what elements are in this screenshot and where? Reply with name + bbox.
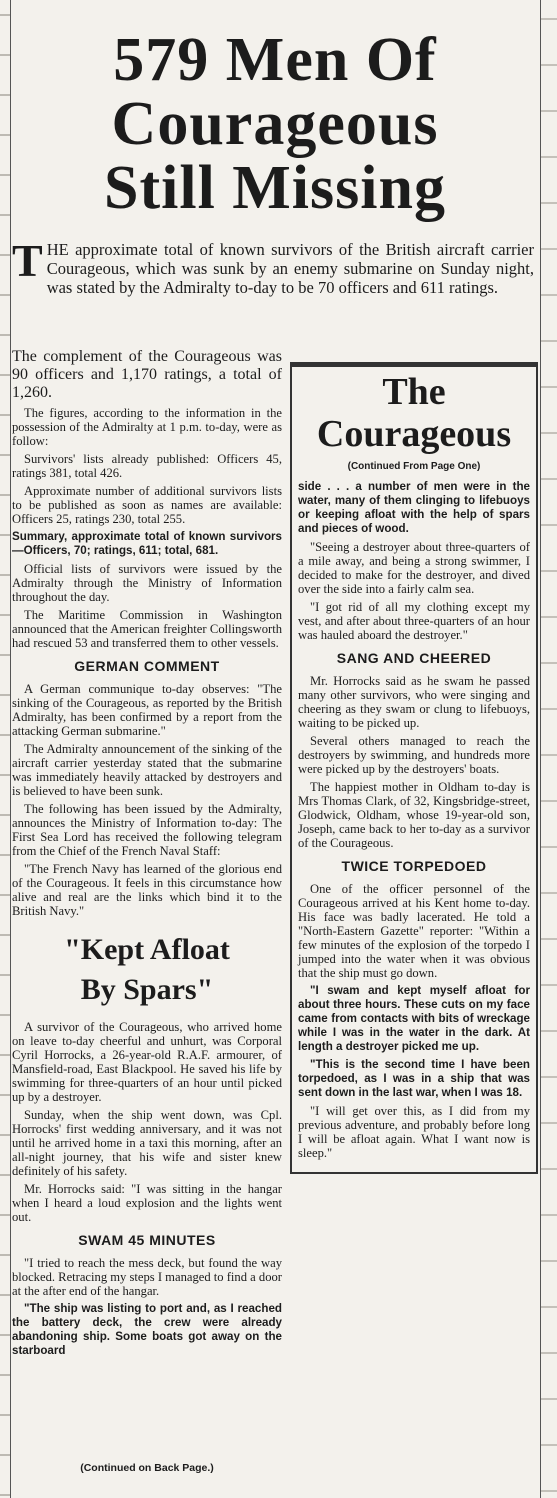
kept-afloat-line-1: "Kept Afloat <box>64 933 230 966</box>
box-three-hours-paragraph: "I swam and kept myself afloat for about three hours. These cuts on my face came from contacts with bits of wreckage while I was in the water in the dark. At length a destroyer picked me up. <box>298 984 530 1053</box>
box-destroyer-paragraph: "Seeing a destroyer about three-quarters of a mile away, and being a strong swimmer, I decided to make for the destroyer, and dived over the side into a fairly calm sea. <box>298 540 530 596</box>
kept-afloat-line-2: By Spars" <box>80 973 214 1006</box>
box-clothing-paragraph: "I got rid of all my clothing except my vest, and after about three-quarters of an hour was hauled aboard the destroyer." <box>298 600 530 642</box>
twice-torpedoed-subhead: TWICE TORPEDOED <box>341 858 487 874</box>
adjacent-column-right <box>540 0 557 1498</box>
headline-line-1: 579 Men Of <box>113 26 437 94</box>
box-second-time-paragraph: "This is the second time I have been torpedoed, as I was in a ship that was sent down in the last war, when I was 18. <box>298 1058 530 1099</box>
continued-on-back-label: (Continued on Back Page.) <box>80 1462 214 1474</box>
hangar-paragraph: Mr. Horrocks said: "I was sitting in the hangar when I heard a loud explosion and the lights went out. <box>12 1182 282 1224</box>
continued-from-label: (Continued From Page One) <box>347 461 481 472</box>
complement-paragraph: The complement of the Courageous was 90 officers and 1,170 ratings, a total of 1,260. <box>12 348 282 401</box>
french-navy-paragraph: "The French Navy has learned of the glorious end of the Courageous. It feels in this circumstance how alive and real are the links which bind it to the British Navy." <box>12 862 282 918</box>
intro-paragraph <box>12 235 534 297</box>
box-officer-paragraph: One of the officer personnel of the Courageous arrived at his Kent home to-day. His face was badly lacerated. He told a "North-Eastern Gazette" reporter: "Within a few minutes of the explosion of the torpedo I jumped into the water when it was obvious that the ship must go down. <box>298 882 530 980</box>
german-comment-subhead: GERMAN COMMENT <box>74 658 220 674</box>
newspaper-page <box>12 0 538 1498</box>
mess-deck-paragraph: "I tried to reach the mess deck, but found the way blocked. Retracing my steps I managed to find a door at the after end of the hangar. <box>12 1256 282 1298</box>
additional-survivors-paragraph: Approximate number of additional survivors lists to be published as soon as names are available: Officers 25, ratings 230, total 255. <box>12 484 282 526</box>
swam-subhead: SWAM 45 MINUTES <box>78 1232 216 1248</box>
summary-paragraph: Summary, approximate total of known survivors—Officers, 70; ratings, 611; total, 681. <box>12 530 282 557</box>
official-lists-paragraph: Official lists of survivors were issued by the Admiralty through the Ministry of Information throughout the day. <box>12 562 282 604</box>
survivor-paragraph: A survivor of the Courageous, who arrived home on leave to-day cheerful and unhurt, was Corporal Cyril Horrocks, a 26-year-old R.A.F. armourer, of Mansfield-road, East Blackpool. He saved his life by swimming for three-quarters of an hour until picked up by a destroyer. <box>12 1020 282 1104</box>
box-others-paragraph: Several others managed to reach the destroyers by swimming, and hundreds more were picked up by the destroyers' boats. <box>298 734 530 776</box>
german-communique-paragraph: A German communique to-day observes: "The sinking of the Courageous, as reported by the British Admiralty, has been confirmed by a report from the attacking German submarine." <box>12 682 282 738</box>
headline <box>12 28 538 220</box>
drop-cap: T <box>12 235 43 286</box>
adjacent-column-left <box>0 0 11 1498</box>
intro-text: HE approximate total of known survivors of the British aircraft carrier Courageous, which was sunk by an enemy submarine on Sunday night, was stated by the Admiralty to-day to be 70 officers and 611 ratings. <box>46 240 534 297</box>
figures-paragraph: The figures, according to the information in the possession of the Admiralty at 1 p.m. to-day, were as follow: <box>12 406 282 448</box>
admiralty-announcement-paragraph: The Admiralty announcement of the sinking of the aircraft carrier yesterday stated that the submarine was immediately heavily attacked by destroyers and is believed to have been sunk. <box>12 742 282 798</box>
box-headline-line-1: The <box>382 371 446 413</box>
headline-line-2: Courageous <box>111 90 439 158</box>
box-swam-paragraph: Mr. Horrocks said as he swam he passed many other survivors, who were singing and cheering as they swam or clung to lifebuoys, waiting to be picked up. <box>298 674 530 730</box>
courageous-box <box>290 362 538 1174</box>
box-mother-paragraph: The happiest mother in Oldham to-day is Mrs Thomas Clark, of 32, Kingsbridge-street, Glodwick, Oldham, whose 19-year-old son, Joseph, came back to her to-day as a survivor of the Courageous. <box>298 780 530 850</box>
box-headline-line-2: Courageous <box>316 413 512 455</box>
kept-afloat-headline <box>12 930 282 1010</box>
box-side-paragraph: side . . . a number of men were in the water, many of them clinging to lifebuoys or keeping afloat with the help of spars and pieces of wood. <box>298 480 530 535</box>
listing-paragraph: "The ship was listing to port and, as I reached the battery deck, the crew were already abandoning ship. Some boats got away on the starboard <box>12 1302 282 1357</box>
box-sleep-paragraph: "I will get over this, as I did from my previous adventure, and probably before long I will be afloat again. What I want now is sleep." <box>298 1104 530 1160</box>
ministry-paragraph: The following has been issued by the Admiralty, announces the Ministry of Information to-day: The First Sea Lord has received the following telegram from the Chief of the French Naval Staff: <box>12 802 282 858</box>
headline-line-3: Still Missing <box>103 154 446 222</box>
maritime-commission-paragraph: The Maritime Commission in Washington announced that the American freighter Collingsworth had rescued 53 and transferred them to other vessels. <box>12 608 282 650</box>
left-column <box>12 348 282 1362</box>
survivors-lists-paragraph: Survivors' lists already published: Officers 45, ratings 381, total 426. <box>12 452 282 480</box>
anniversary-paragraph: Sunday, when the ship went down, was Cpl. Horrocks' first wedding anniversary, and it was not until he arrived home in a taxi this morning, after an all-night journey, that his wife and sister knew definitely of his safety. <box>12 1108 282 1178</box>
sang-cheered-subhead: SANG AND CHEERED <box>336 650 492 666</box>
